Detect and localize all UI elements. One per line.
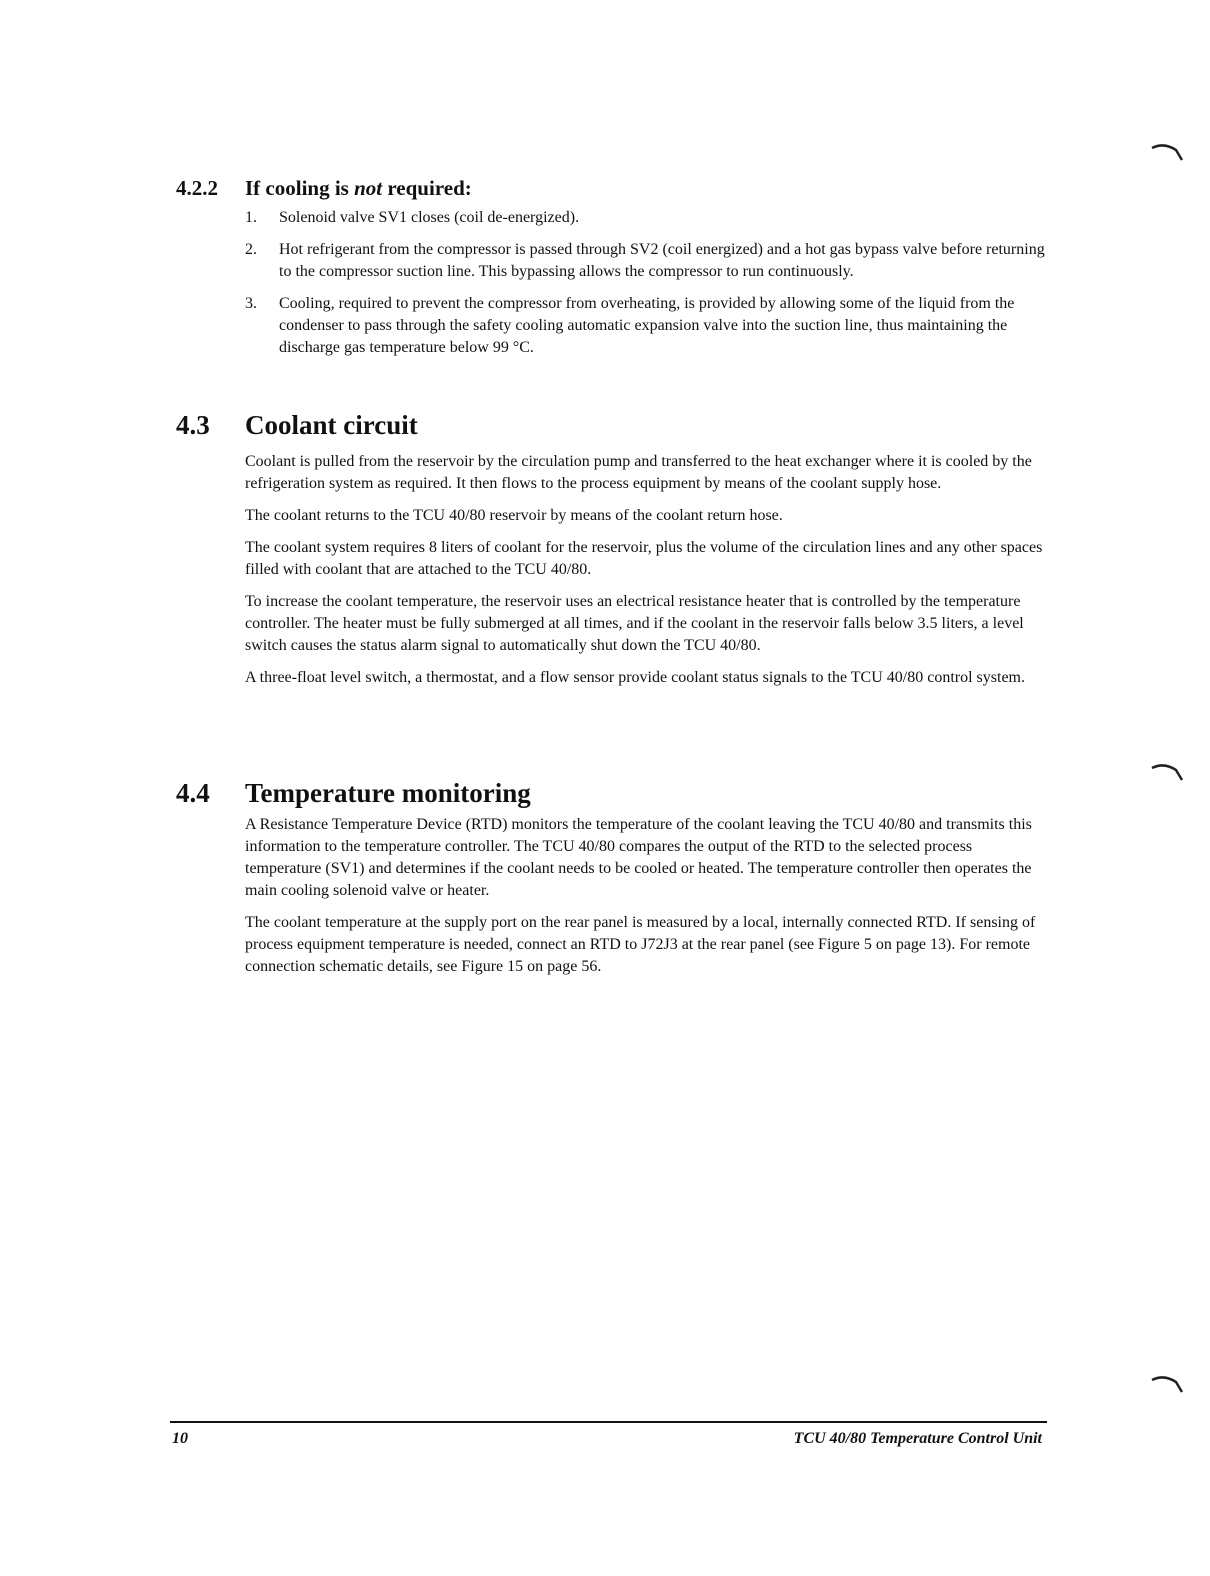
binding-mark-icon bbox=[1150, 762, 1184, 782]
footer-document-title: TCU 40/80 Temperature Control Unit bbox=[793, 1430, 1042, 1447]
paragraph: A Resistance Temperature Device (RTD) monitors the temperature of the coolant leaving the TCU 40/80 and transmits this information to the temperature controller. The TCU 40/80 compares the output of the RTD to the selected process temperature (SV1) and determines if the coolant needs to be cooled or heated. The temperature controller then operates the main cooling solenoid valve or heater. bbox=[245, 816, 1032, 899]
section-number-4-4: 4.4 bbox=[176, 778, 210, 808]
list-item-text: Cooling, required to prevent the compressor from overheating, is provided by allowing some of the liquid from the condenser to pass through the safety cooling automatic expansion valve into the suction line, thus maintaining the discharge gas temperature below 99 °C. bbox=[279, 295, 1015, 356]
section-title-pre: If cooling is bbox=[245, 176, 355, 200]
list-item bbox=[245, 207, 1045, 229]
section-number-4-3: 4.3 bbox=[176, 410, 210, 440]
section-title-4-2-2 bbox=[245, 176, 472, 201]
list-item bbox=[245, 293, 1045, 359]
binding-mark-icon bbox=[1150, 142, 1184, 162]
list-item-number: 1. bbox=[245, 209, 257, 226]
binding-mark-icon bbox=[1150, 1374, 1184, 1394]
temperature-monitoring-body bbox=[245, 814, 1045, 988]
paragraph: The coolant returns to the TCU 40/80 reservoir by means of the coolant return hose. bbox=[245, 507, 783, 524]
page-number: 10 bbox=[172, 1430, 188, 1447]
coolant-circuit-body bbox=[245, 451, 1045, 699]
paragraph: Coolant is pulled from the reservoir by the circulation pump and transferred to the heat exchanger where it is cooled by the refrigeration system as required. It then flows to the process equipment by means of the coolant supply hose. bbox=[245, 453, 1032, 492]
paragraph: To increase the coolant temperature, the reservoir uses an electrical resistance heater that is controlled by the temperature controller. The heater must be fully submerged at all times, and if the coolant in the reservoir falls below 3.5 liters, a level switch causes the status alarm signal to automatically shut down the TCU 40/80. bbox=[245, 593, 1024, 654]
section-title-4-3: Coolant circuit bbox=[245, 410, 418, 440]
paragraph: The coolant system requires 8 liters of coolant for the reservoir, plus the volume of the circulation lines and any other spaces filled with coolant that are attached to the TCU 40/80. bbox=[245, 539, 1043, 578]
paragraph: The coolant temperature at the supply port on the rear panel is measured by a local, internally connected RTD. If sensing of process equipment temperature is needed, connect an RTD to J72J3 at the rear panel (see Figure 5 on page 13). For remote connection schematic details, see Figure 15 on page 56. bbox=[245, 914, 1036, 975]
section-title-post: required: bbox=[382, 176, 472, 200]
not-required-steps-list bbox=[245, 207, 1045, 369]
list-item-number: 2. bbox=[245, 241, 257, 258]
footer-rule bbox=[170, 1421, 1047, 1423]
list-item bbox=[245, 239, 1045, 283]
list-item-text: Hot refrigerant from the compressor is passed through SV2 (coil energized) and a hot gas bypass valve before returning to the compressor suction line. This bypassing allows the compressor to run continuously. bbox=[279, 241, 1045, 280]
list-item-text: Solenoid valve SV1 closes (coil de-energized). bbox=[279, 209, 580, 226]
list-item-number: 3. bbox=[245, 295, 257, 312]
section-title-emphasis: not bbox=[354, 176, 383, 200]
section-title-4-4: Temperature monitoring bbox=[245, 778, 531, 808]
paragraph: A three-float level switch, a thermostat, and a flow sensor provide coolant status signals to the TCU 40/80 control system. bbox=[245, 669, 1025, 686]
section-number-4-2-2: 4.2.2 bbox=[176, 176, 218, 200]
